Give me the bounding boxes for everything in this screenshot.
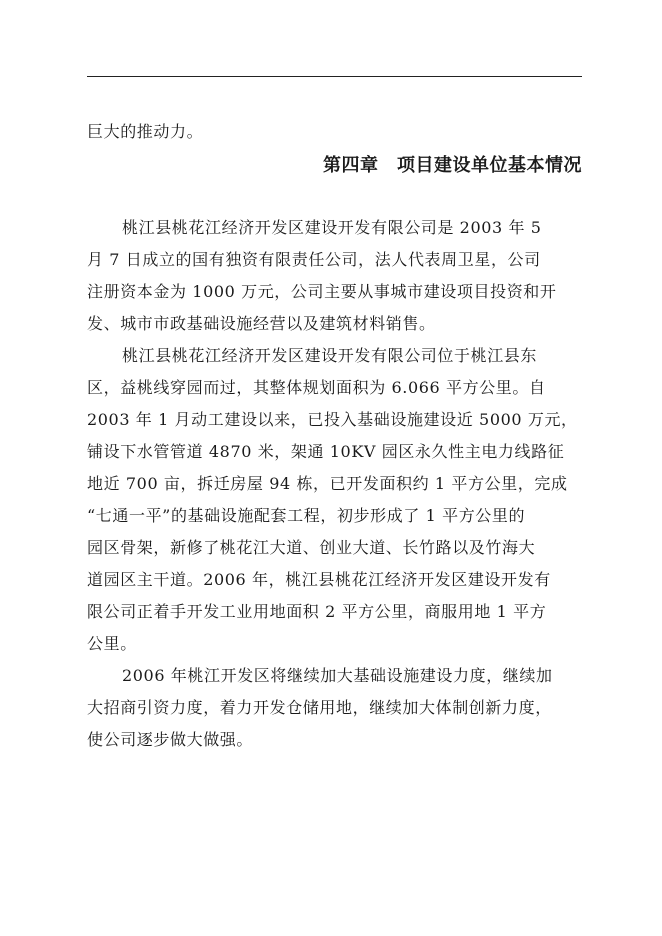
paragraph-line: 限公司正着手开发工业用地面积 2 平方公里，商服用地 1 平方 xyxy=(87,602,547,621)
paragraph-line: 使公司逐步做大做强。 xyxy=(87,730,254,749)
paragraph-line: 注册资本金为 1000 万元，公司主要从事城市建设项目投资和开 xyxy=(87,282,557,301)
paragraph-line: 园区骨架，新修了桃花江大道、创业大道、长竹路以及竹海大 xyxy=(87,538,536,557)
paragraph-line: 桃江县桃花江经济开发区建设开发有限公司是 2003 年 5 xyxy=(122,218,542,237)
paragraph-line: 地近 700 亩，拆迁房屋 94 栋，已开发面积约 1 平方公里，完成 xyxy=(87,474,568,493)
paragraph-line: 2006 年桃江开发区将继续加大基础设施建设力度，继续加 xyxy=(122,666,553,685)
paragraph-line: 发、城市市政基础设施经营以及建筑材料销售。 xyxy=(87,314,436,333)
paragraph-3 xyxy=(87,660,582,756)
continuation-line: 巨大的推动力。 xyxy=(87,122,204,141)
paragraph-1 xyxy=(87,212,582,340)
paragraph-line: 铺设下水管管道 4870 米，架通 10KV 园区永久性主电力线路征 xyxy=(87,442,565,461)
document-body xyxy=(87,116,582,756)
paragraph-line: 区，益桃线穿园而过，其整体规划面积为 6.066 平方公里。自 xyxy=(87,378,546,397)
paragraph-line: 月 7 日成立的国有独资有限责任公司，法人代表周卫星，公司 xyxy=(87,250,541,269)
chapter-title: 第四章 项目建设单位基本情况 xyxy=(323,155,582,176)
paragraph-line: 桃江县桃花江经济开发区建设开发有限公司位于桃江县东 xyxy=(122,346,538,365)
paragraph-line: 道园区主干道。2006 年，桃江县桃花江经济开发区建设开发有 xyxy=(87,570,551,589)
paragraph-line: 大招商引资力度，着力开发仓储用地，继续加大体制创新力度， xyxy=(87,698,552,717)
paragraph-line: 公里。 xyxy=(87,634,137,653)
paragraph-line: “七通一平”的基础设施配套工程，初步形成了 1 平方公里的 xyxy=(87,506,526,525)
paragraph-line: 2003 年 1 月动工建设以来，已投入基础设施建设近 5000 万元， xyxy=(87,410,578,429)
paragraph-2 xyxy=(87,340,582,660)
header-rule xyxy=(87,76,582,77)
